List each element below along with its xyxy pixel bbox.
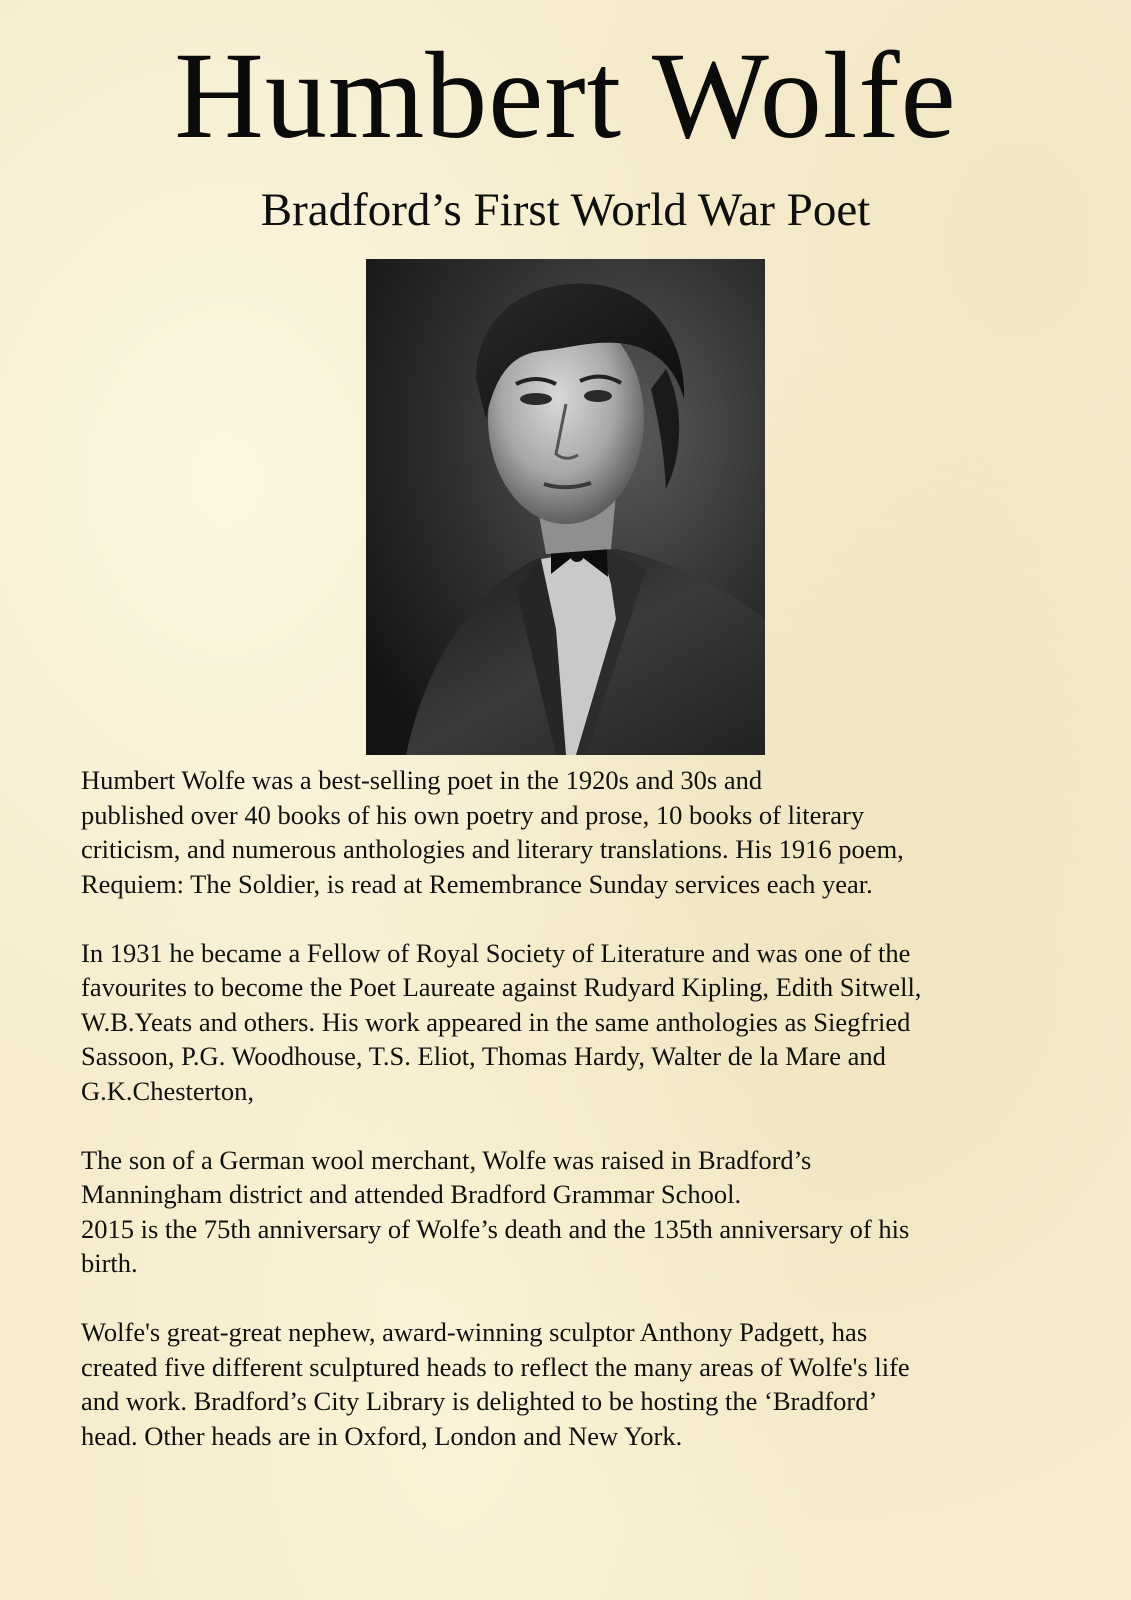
text-line: birth. [81,1248,138,1278]
paragraph-intro [81,763,1071,901]
text-line: Requiem: The Soldier, is read at Remembrance Sunday services each year. [81,868,873,899]
paragraph-fellowship [81,936,1071,1109]
text-line: Humbert Wolfe was a best-selling poet in the 1920s and 30s and [81,765,763,795]
portrait-photo-icon [366,259,765,755]
text-line: published over 40 books of his own poetry and prose, 10 books of literary [81,799,865,830]
page-title: Humbert Wolfe [174,27,957,164]
text-line: W.B.Yeats and others. His work appeared in the same anthologies as Siegfried [81,1006,911,1037]
biography-text [81,763,1071,1488]
page-subtitle: Bradford’s First World War Poet [260,184,871,236]
text-line: and work. Bradford’s City Library is delighted to be hosting the ‘Bradford’ [81,1386,878,1416]
text-line: criticism, and numerous anthologies and literary translations. His 1916 poem, [81,834,904,864]
text-line: Sassoon, P.G. Woodhouse, T.S. Eliot, Thomas Hardy, Walter de la Mare and [81,1041,886,1071]
text-line: favourites to become the Poet Laureate against Rudyard Kipling, Edith Sitwell, [81,972,922,1002]
text-line: head. Other heads are in Oxford, London and New York. [81,1420,683,1451]
text-line: created five different sculptured heads to reflect the many areas of Wolfe's life [81,1351,910,1382]
text-line: Wolfe's great-great nephew, award-winning sculptor Anthony Padgett, has [81,1317,868,1347]
paragraph-sculptures [81,1315,1071,1453]
paragraph-early-life [81,1143,1071,1281]
text-line: Manningham district and attended Bradford Grammar School. [81,1179,742,1209]
text-line: G.K.Chesterton, [81,1075,254,1106]
text-line: 2015 is the 75th anniversary of Wolfe’s death and the 135th anniversary of his [81,1213,910,1244]
text-line: The son of a German wool merchant, Wolfe was raised in Bradford’s [81,1144,812,1175]
portrait-photo [366,259,765,755]
text-line: In 1931 he became a Fellow of Royal Society of Literature and was one of the [81,937,911,968]
